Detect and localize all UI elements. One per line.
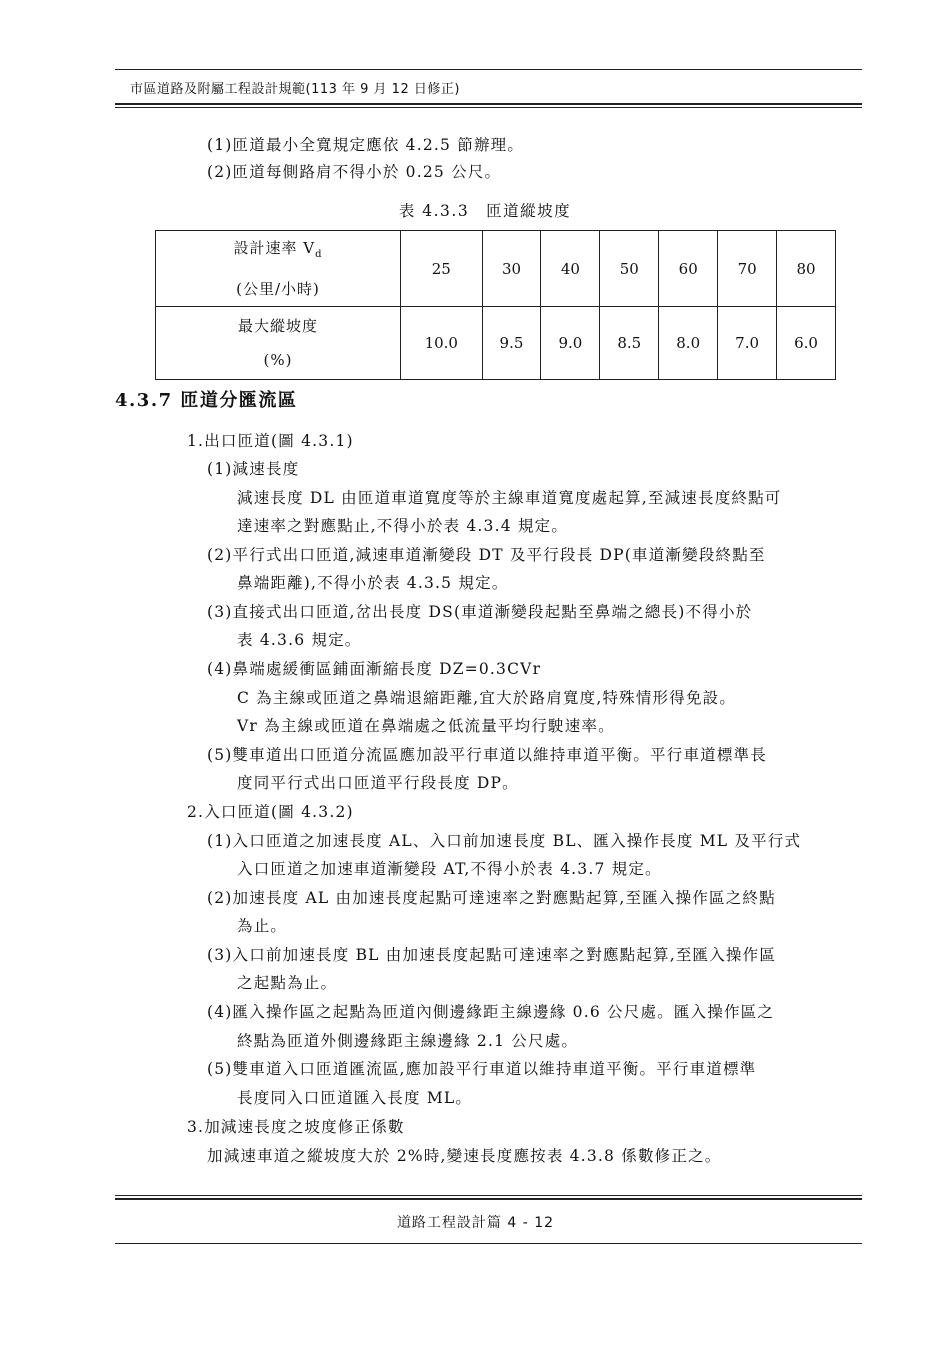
body-line: 加減速車道之縱坡度大於 2%時,變速長度應按表 4.3.8 係數修正之。 xyxy=(207,1147,722,1165)
body-line: (5)雙車道入口匝道匯流區,應加設平行車道以維持車道平衡。平行車道標準 xyxy=(207,1060,757,1078)
speed-cell: 40 xyxy=(541,231,600,307)
section-heading: 4.3.7 匝道分匯流區 xyxy=(115,390,298,411)
grade-cell: 7.0 xyxy=(718,307,777,380)
speed-cell: 80 xyxy=(777,231,836,307)
header-rule-thin xyxy=(115,69,862,70)
grade-cell: 8.5 xyxy=(600,307,659,380)
body-line: 鼻端距離),不得小於表 4.3.5 規定。 xyxy=(237,574,509,592)
footer-rule-thin xyxy=(115,1195,862,1196)
table-row-speed xyxy=(156,231,836,307)
body-line: (3)直接式出口匝道,岔出長度 DS(車道漸變段起點至鼻端之總長)不得小於 xyxy=(207,603,753,621)
body-line: (1)入口匝道之加速長度 AL、入口前加速長度 BL、匯入操作長度 ML 及平行式 xyxy=(207,832,802,850)
body-line: 減速長度 DL 由匝道車道寬度等於主線車道寬度處起算,至減速長度終點可 xyxy=(237,489,782,507)
grade-unit: (%) xyxy=(263,351,293,369)
body-line: 2.入口匝道(圖 4.3.2) xyxy=(187,803,354,821)
footer-rule-bottom xyxy=(115,1243,862,1244)
body-line: 度同平行式出口匝道平行段長度 DP。 xyxy=(237,774,519,792)
header-rule-thick xyxy=(115,103,862,105)
grade-cell: 9.0 xyxy=(541,307,600,380)
body-line: 入口匝道之加速車道漸變段 AT,不得小於表 4.3.7 規定。 xyxy=(237,860,662,878)
body-line: 3.加減速長度之坡度修正係數 xyxy=(187,1118,405,1136)
speed-cell: 60 xyxy=(659,231,718,307)
body-line: (2)平行式出口匝道,減速車道漸變段 DT 及平行段長 DP(車道漸變段終點至 xyxy=(207,546,766,564)
body-line: 終點為匝道外側邊緣距主線邊緣 2.1 公尺處。 xyxy=(237,1032,579,1050)
grade-cell: 9.5 xyxy=(482,307,541,380)
body-line: (4)鼻端處緩衝區鋪面漸縮長度 DZ=0.3CVr xyxy=(207,660,542,678)
body-line: 表 4.3.6 規定。 xyxy=(237,631,362,649)
body-line: 為止。 xyxy=(237,917,288,935)
grade-header-cell xyxy=(156,307,401,380)
speed-header-cell xyxy=(156,231,401,307)
table-row-grade xyxy=(156,307,836,380)
body-line: 長度同入口匝道匯入長度 ML。 xyxy=(237,1089,473,1107)
body-line: (5)雙車道出口匝道分流區應加設平行車道以維持車道平衡。平行車道標準長 xyxy=(207,746,767,764)
body-line: C 為主線或匝道之鼻端退縮距離,宜大於路肩寬度,特殊情形得免設。 xyxy=(237,689,737,707)
intro-line-1: (1)匝道最小全寬規定應依 4.2.5 節辦理。 xyxy=(207,136,525,154)
table-caption: 表 4.3.3 匝道縱坡度 xyxy=(398,202,572,220)
body-line: 達速率之對應點止,不得小於表 4.3.4 規定。 xyxy=(237,517,569,535)
body-line: (3)入口前加速長度 BL 由加速長度起點可達速率之對應點起算,至匯入操作區 xyxy=(207,946,777,964)
body-line: (1)減速長度 xyxy=(207,460,300,478)
ramp-grade-table xyxy=(155,230,836,380)
body-line: Vr 為主線或匝道在鼻端處之低流量平均行駛速率。 xyxy=(237,717,615,735)
speed-unit: (公里/小時) xyxy=(236,280,320,298)
grade-label: 最大縱坡度 xyxy=(237,317,318,335)
page-header-title: 市區道路及附屬工程設計規範(113 年 9 月 12 日修正) xyxy=(130,82,460,97)
grade-cell: 6.0 xyxy=(777,307,836,380)
body-line: (4)匯入操作區之起點為匝道內側邊緣距主線邊緣 0.6 公尺處。匯入操作區之 xyxy=(207,1003,775,1021)
header-rule-under xyxy=(115,107,862,108)
speed-cell: 30 xyxy=(482,231,541,307)
body-line: 1.出口匝道(圖 4.3.1) xyxy=(187,432,354,450)
grade-cell: 10.0 xyxy=(401,307,483,380)
speed-label: 設計速率 V xyxy=(233,239,316,257)
grade-cell: 8.0 xyxy=(659,307,718,380)
body-line: 之起點為止。 xyxy=(237,974,338,992)
speed-label-sub: d xyxy=(315,249,323,260)
body-line: (2)加速長度 AL 由加速長度起點可達速率之對應點起算,至匯入操作區之終點 xyxy=(207,889,776,907)
intro-line-2: (2)匝道每側路肩不得小於 0.25 公尺。 xyxy=(207,163,502,181)
footer-rule-thick xyxy=(115,1198,862,1200)
speed-cell: 25 xyxy=(401,231,483,307)
speed-cell: 50 xyxy=(600,231,659,307)
speed-cell: 70 xyxy=(718,231,777,307)
page-number: 道路工程設計篇 4 - 12 xyxy=(396,1215,555,1231)
